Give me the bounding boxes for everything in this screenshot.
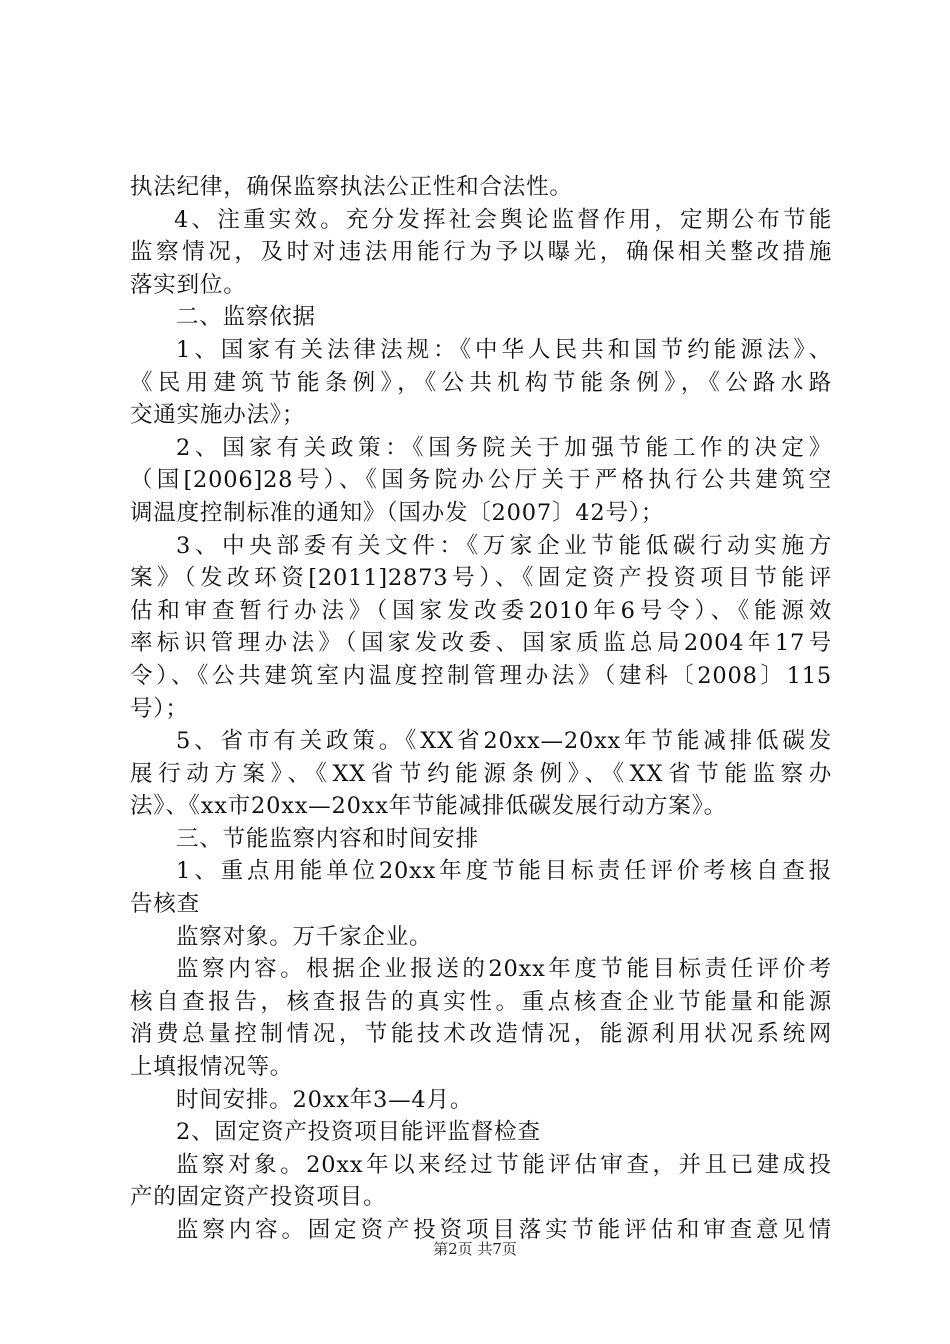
text-line: 执法纪律，确保监察执法公正性和合法性。 bbox=[130, 174, 573, 200]
text-line: 率标识管理办法》（国家发改委、国家质监总局2004年17号 bbox=[130, 630, 832, 657]
text-line: 消费总量控制情况，节能技术改造情况，能源利用状况系统网 bbox=[130, 1021, 832, 1048]
document-body bbox=[130, 171, 832, 1247]
text-line: 2、国家有关政策：《国务院关于加强节能工作的决定》 bbox=[176, 434, 832, 461]
text-line: （国[2006]28号）、《国务院办公厅关于严格执行公共建筑空 bbox=[130, 467, 832, 494]
text-line: 上填报情况等。 bbox=[130, 1054, 294, 1081]
text-line: 落实到位。 bbox=[130, 271, 247, 298]
text-line: 1、重点用能单位20xx年度节能目标责任评价考核自查报 bbox=[176, 858, 832, 885]
page-number: 第2页 共7页 bbox=[433, 1240, 517, 1258]
text-line: 号）； bbox=[130, 695, 189, 722]
text-line: 《民用建筑节能条例》，《公共机构节能条例》，《公路水路 bbox=[130, 369, 832, 396]
text-line: 产的固定资产投资项目。 bbox=[130, 1184, 387, 1211]
text-line: 时间安排。20xx年3—4月。 bbox=[176, 1086, 474, 1113]
text-line: 展行动方案》、《XX省节约能源条例》、《XX省节能监察办 bbox=[130, 760, 832, 787]
text-line: 告核查 bbox=[130, 891, 200, 918]
text-line: 1、国家有关法律法规：《中华人民共和国节约能源法》、 bbox=[176, 336, 832, 363]
text-line: 监察对象。万千家企业。 bbox=[176, 923, 433, 950]
text-line: 3、中央部委有关文件：《万家企业节能低碳行动实施方 bbox=[176, 532, 832, 559]
text-line: 令）、《公共建筑室内温度控制管理办法》（建科〔2008〕115 bbox=[130, 662, 832, 689]
text-line: 监察情况，及时对违法用能行为予以曝光，确保相关整改措施 bbox=[130, 239, 832, 266]
text-line: 4、注重实效。充分发挥社会舆论监督作用，定期公布节能 bbox=[174, 206, 832, 233]
page-footer bbox=[0, 1238, 950, 1259]
text-line: 监察内容。固定资产投资项目落实节能评估和审查意见情 bbox=[176, 1217, 832, 1243]
text-line: 2、固定资产投资项目能评监督检查 bbox=[176, 1119, 541, 1146]
text-line: 调温度控制标准的通知》（国办发〔2007〕42号）； bbox=[130, 499, 665, 526]
text-line: 二、监察依据 bbox=[176, 304, 316, 331]
text-line: 三、节能监察内容和时间安排 bbox=[176, 825, 479, 852]
text-line: 监察内容。根据企业报送的20xx年度节能目标责任评价考 bbox=[176, 956, 832, 983]
text-line: 案》（发改环资[2011]2873号）、《固定资产投资项目节能评 bbox=[130, 565, 832, 592]
text-line: 法》、《xx市20xx—20xx年节能减排低碳发展行动方案》。 bbox=[130, 793, 727, 820]
text-line: 交通实施办法》； bbox=[130, 402, 306, 429]
text-line: 5、省市有关政策。《XX省20xx—20xx年节能减排低碳发 bbox=[176, 728, 832, 755]
text-line: 监察对象。20xx年以来经过节能评估审查，并且已建成投 bbox=[176, 1151, 832, 1178]
text-line: 核自查报告，核查报告的真实性。重点核查企业节能量和能源 bbox=[130, 988, 832, 1015]
text-line: 估和审查暂行办法》（国家发改委2010年6号令）、《能源效 bbox=[130, 597, 832, 624]
